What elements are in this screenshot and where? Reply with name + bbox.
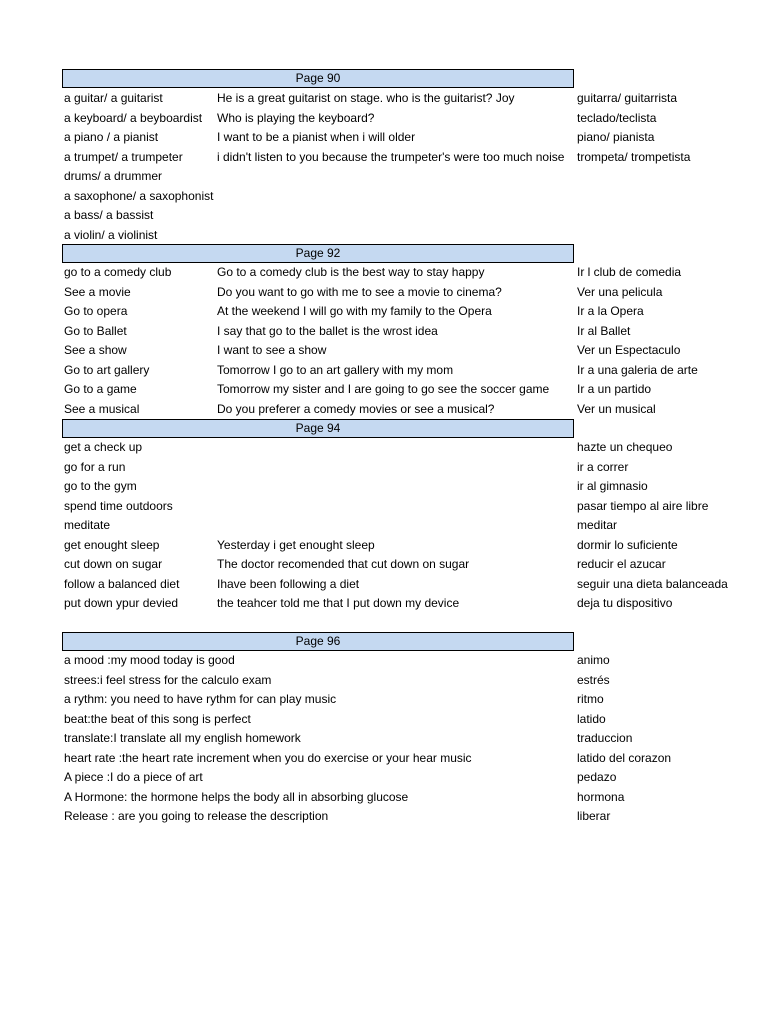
- example-sentence: He is a great guitarist on stage. who is the guitarist? Joy: [217, 91, 515, 105]
- spanish-translation: ritmo: [577, 690, 700, 710]
- spanish-translation: piano/ pianista: [577, 128, 700, 148]
- example-sentence: Who is playing the keyboard?: [217, 110, 375, 125]
- table-row: [0, 807, 768, 827]
- english-term: put down ypur devied: [64, 596, 179, 610]
- table-row: [0, 516, 768, 536]
- table-row: [0, 710, 768, 730]
- spanish-translation: liberar: [577, 807, 700, 827]
- spanish-translation: hazte un chequeo: [577, 438, 700, 458]
- table-row: [0, 477, 768, 497]
- english-term: translate:I translate all my english homework: [64, 731, 301, 745]
- table-row: [0, 128, 768, 148]
- table-row: [0, 671, 768, 691]
- english-term: heart rate :the heart rate increment when you do exercise or your hear music: [64, 750, 472, 765]
- table-row: [0, 690, 768, 710]
- table-row: [0, 400, 768, 420]
- table-row: [0, 575, 768, 595]
- spanish-translation: guitarra/ guitarrista: [577, 89, 700, 109]
- example-sentence: Go to a comedy club is the best way to stay happy: [217, 265, 485, 279]
- english-term: A piece :I do a piece of art: [64, 770, 203, 784]
- example-sentence: Tomorrow my sister and I are going to go see the soccer game: [217, 382, 550, 396]
- english-term: a violin/ a violinist: [64, 227, 158, 242]
- english-term: See a movie: [64, 284, 131, 299]
- example-sentence: the teahcer told me that I put down my device: [217, 596, 460, 610]
- table-row: [0, 187, 768, 207]
- spanish-translation: estrés: [577, 671, 700, 691]
- english-term: Go to Ballet: [64, 323, 127, 338]
- english-term: See a show: [64, 343, 127, 357]
- spanish-translation: latido del corazon: [577, 749, 700, 769]
- spanish-translation: meditar: [577, 516, 700, 536]
- table-row: [0, 109, 768, 129]
- table-row: [0, 651, 768, 671]
- spanish-translation: hormona: [577, 788, 700, 808]
- spanish-translation: teclado/teclista: [577, 109, 700, 129]
- section-header: Page 92: [62, 244, 574, 263]
- spanish-translation: ir al gimnasio: [577, 477, 700, 497]
- spanish-translation: latido: [577, 710, 700, 730]
- english-term: a rythm: you need to have rythm for can play music: [64, 692, 337, 706]
- english-term: a guitar/ a guitarist: [64, 91, 163, 105]
- english-term: a mood :my mood today is good: [64, 653, 235, 667]
- spanish-translation: trompeta/ trompetista: [577, 148, 700, 168]
- table-row: [0, 458, 768, 478]
- spanish-translation: animo: [577, 651, 700, 671]
- english-term: Go to a game: [64, 382, 137, 396]
- english-term: See a musical: [64, 401, 140, 416]
- english-term: spend time outdoors: [64, 498, 173, 513]
- table-row: [0, 322, 768, 342]
- table-row: [0, 438, 768, 458]
- example-sentence: I want to see a show: [217, 343, 327, 357]
- example-sentence: i didn't listen to you because the trumpeter's were too much noise: [217, 149, 565, 164]
- table-row: [0, 226, 768, 246]
- english-term: go to a comedy club: [64, 265, 172, 279]
- english-term: strees:i feel stress for the calculo exam: [64, 672, 272, 687]
- table-row: [0, 729, 768, 749]
- spanish-translation: Ver un Espectaculo: [577, 341, 700, 361]
- table-row: [0, 594, 768, 614]
- spanish-translation: Ver una pelicula: [577, 283, 700, 303]
- english-term: go to the gym: [64, 479, 137, 493]
- english-term: A Hormone: the hormone helps the body all in absorbing glucose: [64, 789, 409, 804]
- spanish-translation: ir a correr: [577, 458, 700, 478]
- table-row: [0, 361, 768, 381]
- english-term: Go to opera: [64, 304, 128, 318]
- spanish-translation: Ir a un partido: [577, 380, 700, 400]
- table-row: [0, 206, 768, 226]
- table-row: [0, 536, 768, 556]
- english-term: a saxophone/ a saxophonist: [64, 188, 214, 203]
- english-term: a piano / a pianist: [64, 130, 159, 144]
- spanish-translation: Ir a la Opera: [577, 302, 700, 322]
- example-sentence: I say that go to the ballet is the wrost idea: [217, 323, 438, 338]
- english-term: get enought sleep: [64, 537, 160, 552]
- english-term: beat:the beat of this song is perfect: [64, 711, 251, 726]
- section-header: Page 96: [62, 632, 574, 651]
- example-sentence: At the weekend I will go with my family to the Opera: [217, 304, 492, 318]
- example-sentence: Do you preferer a comedy movies or see a musical?: [217, 401, 495, 416]
- english-term: get a check up: [64, 440, 143, 454]
- section-header: Page 94: [62, 419, 574, 438]
- example-sentence: I want to be a pianist when i will older: [217, 130, 416, 144]
- spanish-translation: Ir l club de comedia: [577, 263, 700, 283]
- spanish-translation: pasar tiempo al aire libre: [577, 497, 700, 517]
- spanish-translation: Ir a una galeria de arte: [577, 361, 700, 381]
- example-sentence: The doctor recomended that cut down on sugar: [217, 557, 470, 571]
- english-term: cut down on sugar: [64, 557, 163, 571]
- table-row: [0, 768, 768, 788]
- spanish-translation: traduccion: [577, 729, 700, 749]
- english-term: follow a balanced diet: [64, 576, 180, 591]
- table-row: [0, 283, 768, 303]
- example-sentence: Yesterday i get enought sleep: [217, 537, 375, 552]
- example-sentence: Do you want to go with me to see a movie to cinema?: [217, 284, 502, 299]
- spanish-translation: deja tu dispositivo: [577, 594, 700, 614]
- table-row: [0, 497, 768, 517]
- table-row: [0, 302, 768, 322]
- table-row: [0, 148, 768, 168]
- table-row: [0, 341, 768, 361]
- english-term: meditate: [64, 518, 111, 532]
- spanish-translation: dormir lo suficiente: [577, 536, 700, 556]
- table-row: [0, 263, 768, 283]
- table-row: [0, 380, 768, 400]
- example-sentence: Tomorrow I go to an art gallery with my mom: [217, 362, 454, 377]
- english-term: a bass/ a bassist: [64, 208, 154, 222]
- english-term: a keyboard/ a beyboardist: [64, 110, 203, 125]
- english-term: a trumpet/ a trumpeter: [64, 149, 183, 164]
- spanish-translation: reducir el azucar: [577, 555, 700, 575]
- english-term: go for a run: [64, 459, 126, 474]
- english-term: Go to art gallery: [64, 362, 150, 377]
- spanish-translation: Ir al Ballet: [577, 322, 700, 342]
- table-row: [0, 788, 768, 808]
- spanish-translation: seguir una dieta balanceada: [577, 575, 700, 595]
- english-term: Release : are you going to release the description: [64, 809, 329, 823]
- table-row: [0, 89, 768, 109]
- table-row: [0, 555, 768, 575]
- section-header: Page 90: [62, 69, 574, 88]
- spanish-translation: pedazo: [577, 768, 700, 788]
- spanish-translation: Ver un musical: [577, 400, 700, 420]
- table-row: [0, 167, 768, 187]
- table-row: [0, 749, 768, 769]
- example-sentence: Ihave been following a diet: [217, 576, 360, 591]
- english-term: drums/ a drummer: [64, 169, 163, 183]
